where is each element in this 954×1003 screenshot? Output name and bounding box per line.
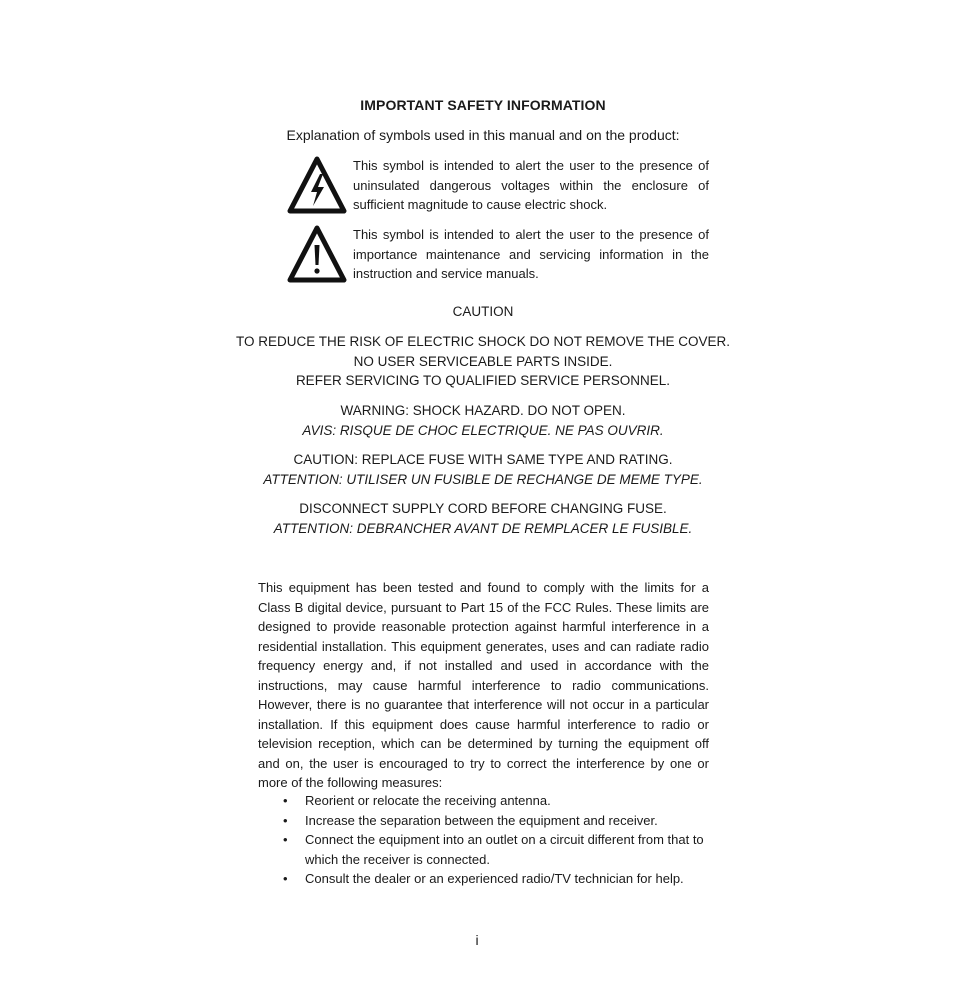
caution-line: NO USER SERVICEABLE PARTS INSIDE. [353, 353, 613, 369]
warning-french: ATTENTION: UTILISER UN FUSIBLE DE RECHANGE DE MEME TYPE. [263, 471, 703, 487]
list-item: • Increase the separation between the equipment and receiver. [258, 811, 709, 831]
warning-block [0, 401, 954, 440]
bullet-icon: • [283, 871, 288, 886]
symbol-row-exclamation [287, 225, 709, 285]
list-item: • Consult the dealer or an experienced radio/TV technician for help. [258, 869, 709, 889]
symbol-description: This symbol is intended to alert the user to the presence of importance maintenance and servicing information in the instruction and service manuals. [353, 227, 709, 281]
bullet-icon: • [283, 812, 288, 828]
caution-line: REFER SERVICING TO QUALIFIED SERVICE PERSONNEL. [295, 373, 671, 388]
caution-heading: CAUTION [452, 304, 514, 319]
bullet-icon: • [283, 793, 288, 808]
page-title: IMPORTANT SAFETY INFORMATION [360, 97, 606, 113]
warning-french: AVIS: RISQUE DE CHOC ELECTRIQUE. NE PAS OUVRIR. [302, 422, 664, 438]
warning-english: WARNING: SHOCK HAZARD. DO NOT OPEN. [340, 403, 626, 418]
measures-list [258, 791, 709, 889]
bullet-icon: • [283, 832, 288, 847]
symbols-intro: Explanation of symbols used in this manual and on the product: [286, 127, 680, 143]
warning-english: DISCONNECT SUPPLY CORD BEFORE CHANGING FUSE. [299, 501, 667, 516]
warning-french: ATTENTION: DEBRANCHER AVANT DE REMPLACER LE FUSIBLE. [273, 520, 693, 536]
caution-line: TO REDUCE THE RISK OF ELECTRIC SHOCK DO NOT REMOVE THE COVER. [235, 334, 731, 349]
list-item: • Reorient or relocate the receiving antenna. [258, 791, 709, 811]
caution-text [0, 332, 954, 391]
page-number: i [475, 932, 479, 948]
symbol-row-lightning [287, 156, 709, 216]
exclamation-warning-icon [287, 225, 347, 285]
warning-block [0, 450, 954, 489]
warning-block [0, 499, 954, 538]
symbol-description: This symbol is intended to alert the user to the presence of uninsulated dangerous voltages within the enclosure of sufficient magnitude to cause electric shock. [353, 158, 709, 212]
fcc-compliance-paragraph: This equipment has been tested and found to comply with the limits for a Class B digital device, pursuant to Part 15 of the FCC Rules. These limits are designed to provide reasonable protection against harmful interference in a residential installation. This equipment generates, uses and can radiate radio frequency energy and, if not installed and used in accordance with the instructions, may cause harmful interference to radio communications. However, there is no guarantee that interference will not occur in a particular installation. If this equipment does cause harmful interference to radio or television reception, which can be determined by turning the equipment off and on, the user is encouraged to try to correct the interference by one or more of the following measures: [258, 580, 709, 790]
lightning-warning-icon [287, 156, 347, 216]
list-item: • Connect the equipment into an outlet on a circuit different from that to which the receiver is connected. [283, 832, 704, 867]
warning-english: CAUTION: REPLACE FUSE WITH SAME TYPE AND RATING. [293, 452, 673, 467]
